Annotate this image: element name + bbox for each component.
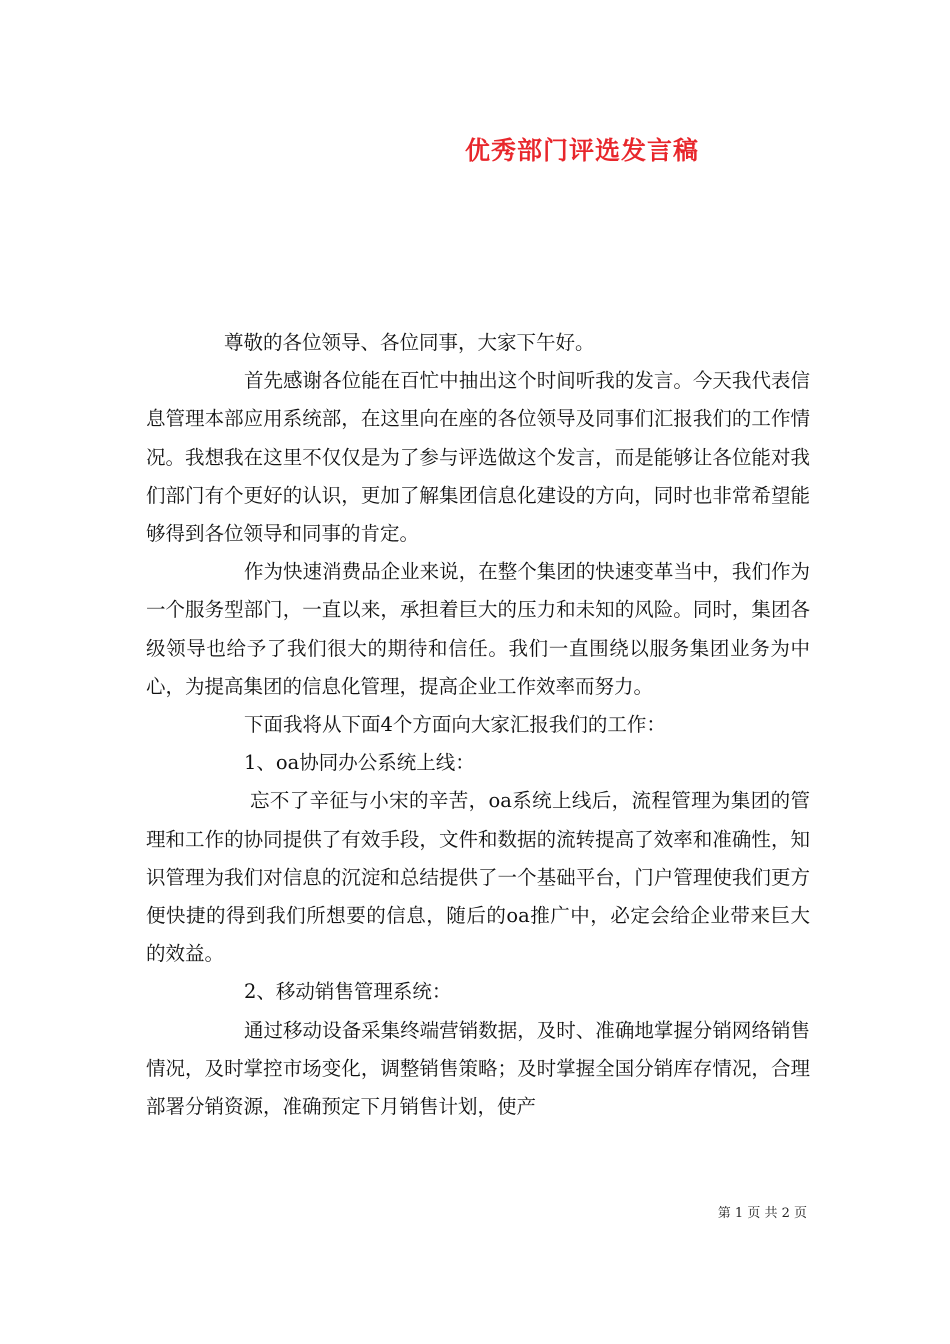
background-paragraph: 作为快速消费品企业来说，在整个集团的快速变革当中，我们作为一个服务型部门，一直以来，承担着巨大的压力和未知的风险。同时，集团各级领导也给予了我们很大的期待和信任。我们一直围绕以服务集团业务为中心，为提高集团的信息化管理，提高企业工作效率而努力。 [146, 560, 810, 698]
section-heading-mobile-sales: 2、移动销售管理系统： [244, 980, 452, 1004]
oa-paragraph: 忘不了辛征与小宋的辛苦，oa系统上线后，流程管理为集团的管理和工作的协同提供了有效手段，文件和数据的流转提高了效率和准确性，知识管理为我们对信息的沉淀和总结提供了一个基础平台，门户管理使我们更方便快捷的得到我们所想要的信息，随后的oa推广中，必定会给企业带来巨大的效益。 [146, 789, 810, 966]
page-number: 第 1 页 共 2 页 [717, 1206, 807, 1221]
mobile-sales-paragraph: 通过移动设备采集终端营销数据，及时、准确地掌握分销网络销售情况，及时掌控市场变化，调整销售策略；及时掌握全国分销库存情况，合理部署分销资源，准确预定下月销售计划，使产 [146, 1018, 810, 1119]
intro-paragraph: 首先感谢各位能在百忙中抽出这个时间听我的发言。今天我代表信息管理本部应用系统部，在这里向在座的各位领导及同事们汇报我们的工作情况。我想我在这里不仅仅是为了参与评选做这个发言，而是能够让各位能对我们部门有个更好的认识，更加了解集团信息化建设的方向，同时也非常希望能够得到各位领导和同事的肯定。 [146, 369, 810, 546]
document-body [146, 324, 810, 1126]
page-title: 优秀部门评选发言稿 [464, 136, 699, 165]
section-heading-oa: 1、oa协同办公系统上线： [244, 751, 475, 775]
outline-paragraph: 下面我将从下面4个方面向大家汇报我们的工作： [244, 713, 666, 737]
page-footer [718, 1202, 807, 1221]
greeting-paragraph: 尊敬的各位领导、各位同事，大家下午好。 [224, 331, 595, 354]
